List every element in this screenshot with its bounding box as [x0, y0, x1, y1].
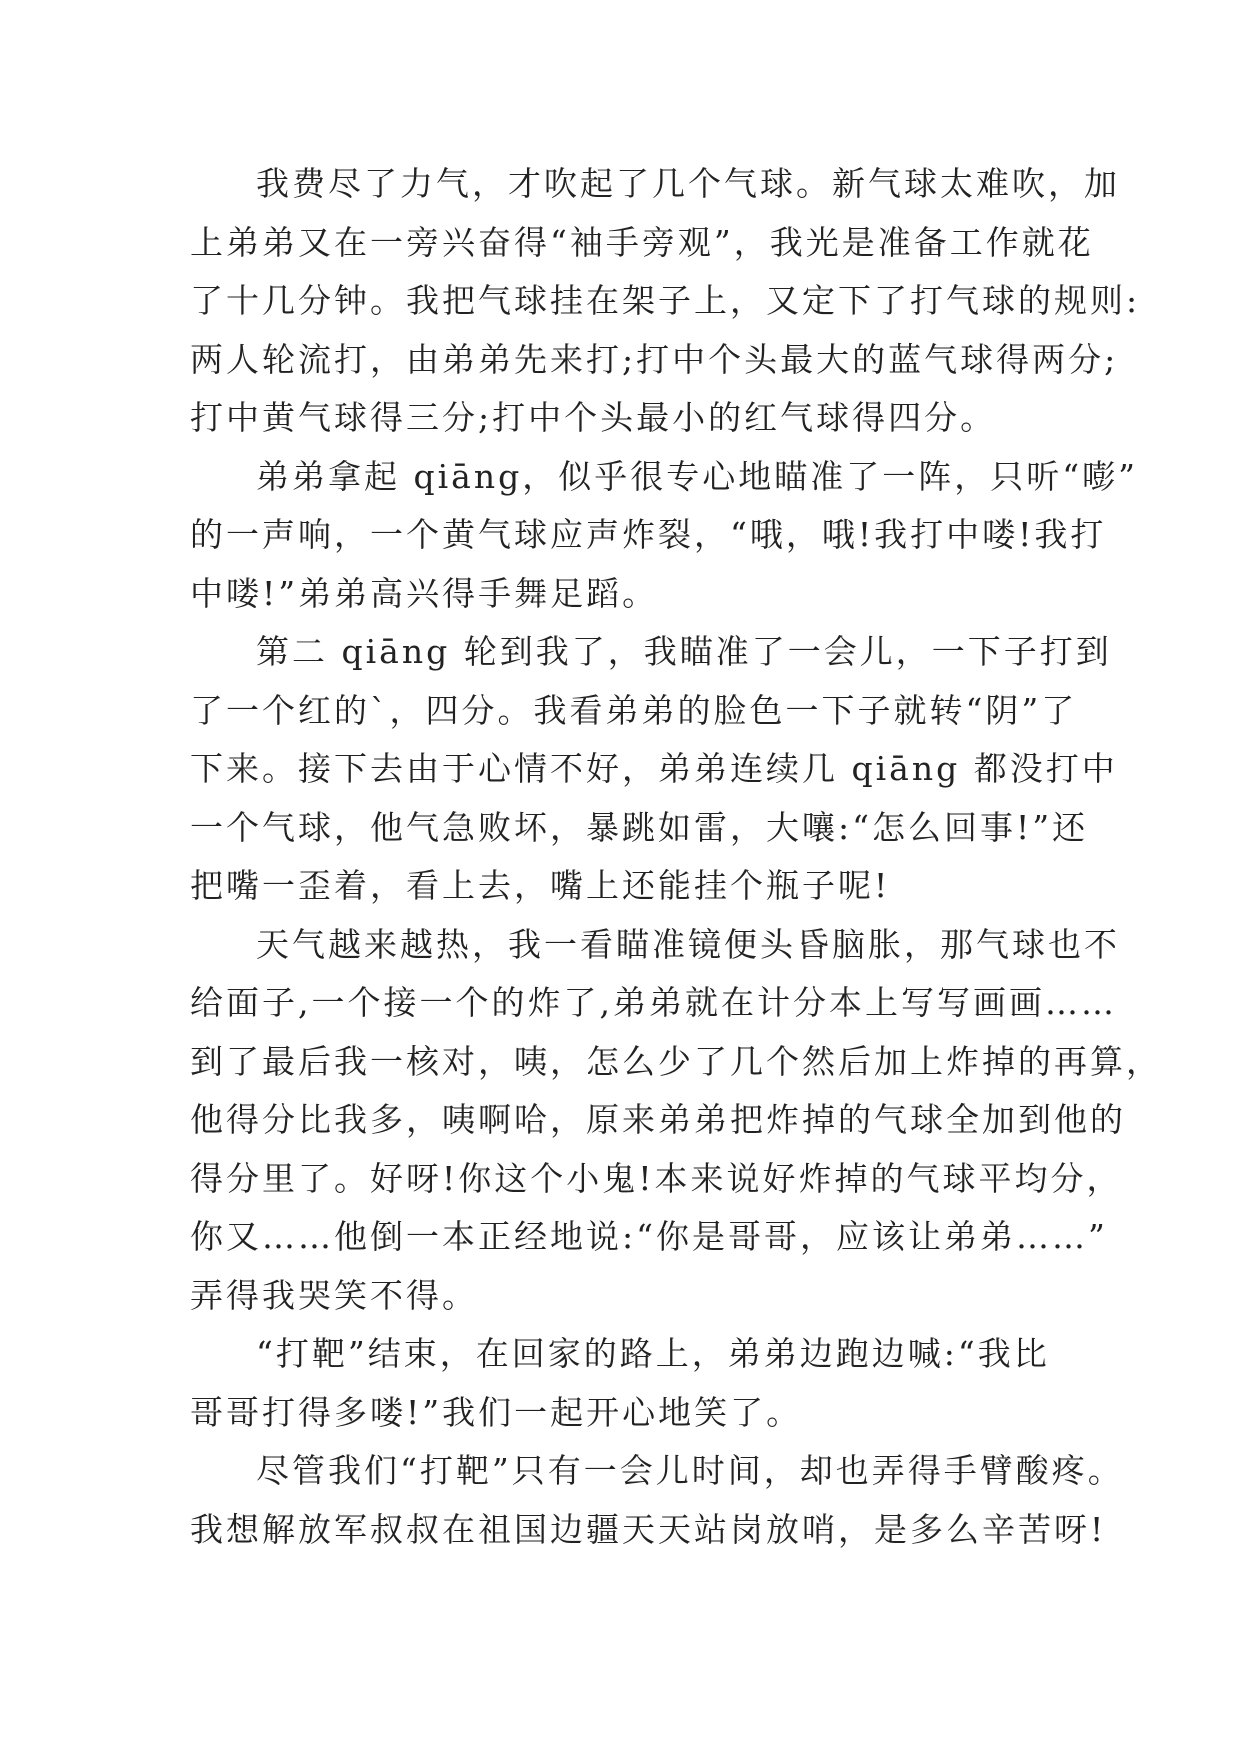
text-line: 得分里了。好呀!你这个小鬼!本来说好炸掉的气球平均分，	[190, 1158, 1123, 1198]
paragraph	[190, 1325, 1070, 1442]
text-line: 第二 qiāng 轮到我了，我瞄准了一会儿，一下子打到	[256, 632, 1112, 671]
text-line: 给面子,一个接一个的炸了,弟弟就在计分本上写写画画……	[190, 983, 1117, 1022]
document-body	[190, 155, 1162, 1559]
text-line: 把嘴一歪着，看上去，嘴上还能挂个瓶子呢!	[190, 866, 891, 905]
text-line: “打靶”结束，在回家的路上，弟弟边跑边喊:“我比	[256, 1334, 1050, 1373]
text-line: 了十几分钟。我把气球挂在架子上，又定下了打气球的规则:	[190, 281, 1141, 320]
text-line: 到了最后我一核对，咦，怎么少了几个然后加上炸掉的再算，	[190, 1041, 1162, 1081]
text-line: 中喽!”弟弟高兴得手舞足蹈。	[190, 573, 659, 613]
text-line: 你又……他倒一本正经地说:“你是哥哥，应该让弟弟……”	[190, 1217, 1108, 1256]
paragraph	[190, 155, 1141, 448]
text-line: 我费尽了力气，才吹起了几个气球。新气球太难吹，加	[256, 164, 1120, 203]
text-line: 弟弟拿起 qiāng，似乎很专心地瞄准了一阵，只听“嘭”	[256, 456, 1138, 496]
text-line: 两人轮流打，由弟弟先来打;打中个头最大的蓝气球得两分;	[190, 339, 1119, 379]
paragraph	[190, 448, 1138, 624]
text-line: 他得分比我多，咦啊哈，原来弟弟把炸掉的气球全加到他的	[190, 1100, 1126, 1139]
text-line: 弄得我哭笑不得。	[190, 1275, 478, 1315]
text-line: 下来。接下去由于心情不好，弟弟连续几 qiāng 都没打中	[190, 749, 1118, 788]
text-line: 我想解放军叔叔在祖国边疆天天站岗放哨，是多么辛苦呀!	[190, 1509, 1107, 1549]
text-line: 天气越来越热，我一看瞄准镜便头昏脑胀，那气球也不	[256, 924, 1120, 964]
text-line: 了一个红的`，四分。我看弟弟的脸色一下子就转“阴”了	[190, 690, 1078, 730]
paragraph	[190, 916, 1162, 1326]
text-line: 上弟弟又在一旁兴奋得“袖手旁观”，我光是准备工作就花	[190, 222, 1094, 262]
text-line: 打中黄气球得三分;打中个头最小的红气球得四分。	[190, 398, 997, 437]
text-line: 哥哥打得多喽!”我们一起开心地笑了。	[190, 1392, 803, 1432]
text-line: 尽管我们“打靶”只有一会儿时间，却也弄得手臂酸疼。	[256, 1451, 1124, 1490]
paragraph	[190, 623, 1118, 916]
text-line: 一个气球，他气急败坏，暴跳如雷，大嚷:“怎么回事!”还	[190, 807, 1089, 847]
paragraph	[190, 1442, 1124, 1559]
text-line: 的一声响，一个黄气球应声炸裂，“哦，哦!我打中喽!我打	[190, 515, 1107, 554]
